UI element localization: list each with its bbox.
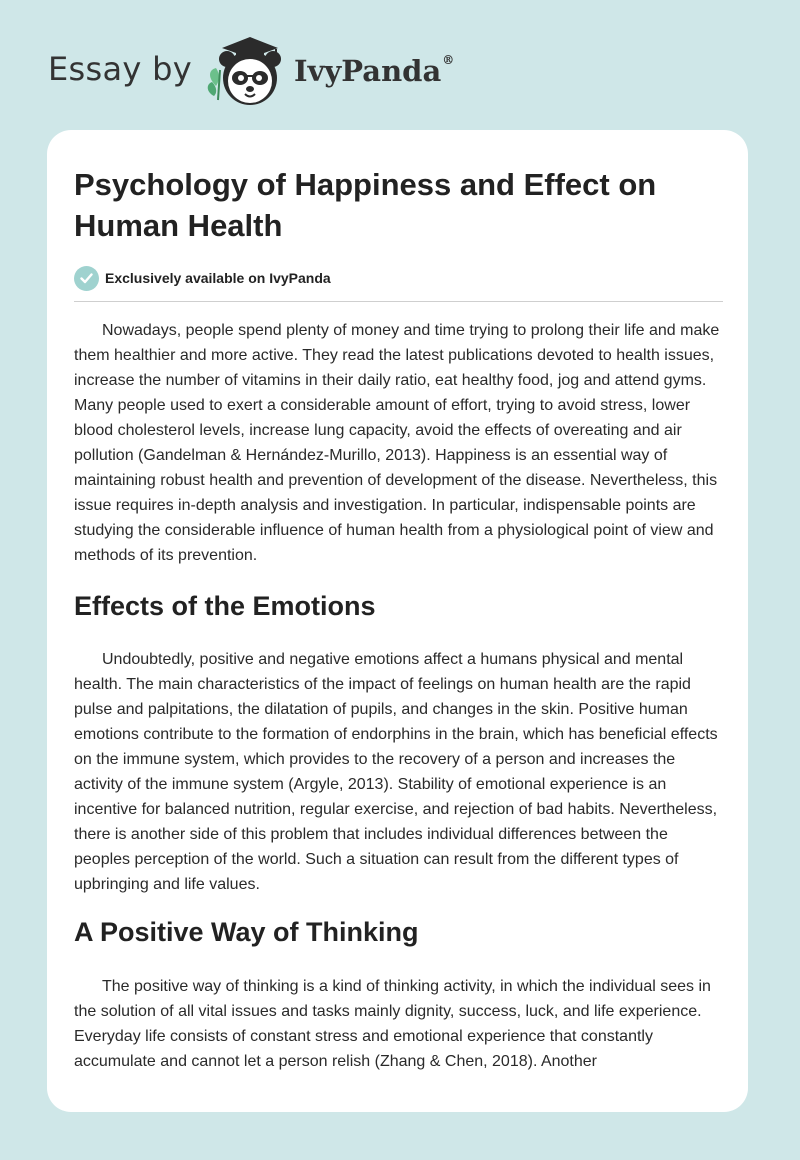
heading-emotions: Effects of the Emotions (74, 591, 376, 621)
paragraph-emotions: Undoubtedly, positive and negative emotions affect a humans physical and mental health. The main characteristics of the impact of feelings on human health are the rapid pulse and palpitations, the dilatation of pupils, and changes in the skin. Positive human emotions contribute to the formation of endorphins in the brain, which has beneficial effects on the immune system, which provides to the recovery of a person and increases the activity of the immune system (Argyle, 2013). Stability of emotional experience is an incentive for balanced nutrition, regular exercise, and rejection of bad habits. Nevertheless, there is another side of this problem that includes individual differences between the peoples perception of the world. Such a situation can result from the different types of upbringing and life values. (74, 651, 718, 893)
essay-by-label: Essay by (48, 50, 192, 88)
page-title: Psychology of Happiness and Effect on Human Health (74, 167, 657, 243)
panda-logo-icon[interactable] (202, 34, 292, 110)
title-divider (74, 301, 723, 302)
registered-mark: ® (442, 53, 455, 68)
exclusive-label: Exclusively available on IvyPanda (105, 270, 331, 286)
brand-name[interactable] (294, 54, 454, 88)
check-circle-icon (74, 266, 99, 291)
paragraph-positive-thinking: The positive way of thinking is a kind of thinking activity, in which the individual sees in the solution of all vital issues and tasks mainly dignity, success, luck, and life experience. Everyday life consists of constant stress and emotional experience that constantly accumulate and cannot let a person relish (Zhang & Chen, 2018). Another (74, 978, 711, 1070)
brand-text: IvyPanda (294, 54, 442, 88)
exclusive-badge (74, 264, 723, 292)
paragraph-intro: Nowadays, people spend plenty of money and time trying to prolong their life and make them healthier and more active. They read the latest publications devoted to health issues, increase the number of vitamins in their daily ratio, eat healthy food, jog and attend gyms. Many people used to exert a considerable amount of effort, trying to avoid stress, lower blood cholesterol levels, increase lung capacity, avoid the effects of overeating and air pollution (Gandelman & Hernández-Murillo, 2013). Happiness is an essential way of maintaining robust health and prevention of development of the disease. Nevertheless, this issue requires in-depth analysis and investigation. In particular, indispensable points are studying the considerable influence of human health from a physiological point of view and methods of its prevention. (74, 322, 720, 564)
heading-positive-thinking: A Positive Way of Thinking (74, 917, 419, 947)
essay-card (47, 130, 748, 1112)
essay-content (74, 130, 723, 1074)
site-header (48, 34, 548, 114)
